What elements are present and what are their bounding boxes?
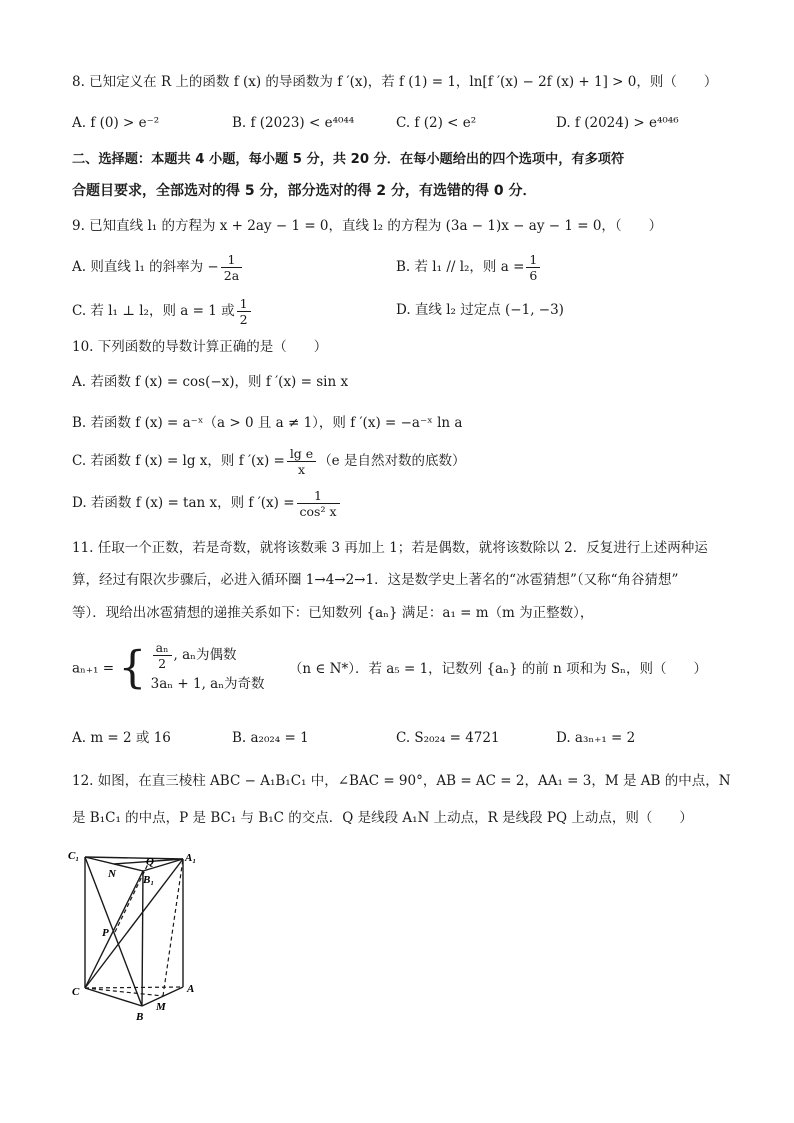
hidden-segment-m-a1	[163, 859, 183, 996]
q11-piece-odd: 3aₙ + 1, aₙ为奇数	[150, 676, 265, 692]
q9-option-a-fraction	[221, 252, 242, 283]
q8-option-d: D. f (2024) > e⁴⁰⁴⁶	[556, 115, 679, 131]
q10-option-a: A. 若函数 f (x) = cos(−x)，则 f ′(x) = sin x	[72, 374, 349, 390]
label-p: P	[102, 927, 109, 939]
q9-option-b	[396, 252, 542, 283]
q11-option-a: A. m = 2 或 16	[72, 730, 171, 746]
q9-stem: 9. 已知直线 l₁ 的方程为 x + 2ay − 1 = 0，直线 l₂ 的方程为 (3a − 1)x − ay − 1 = 0，（ ）	[72, 218, 663, 234]
q8-stem: 8. 已知定义在 R 上的函数 f (x) 的导函数为 f ′(x)，若 f (1) = 1，ln[f ′(x) − 2f (x) + 1] > 0，则（ ）	[72, 74, 718, 90]
q11-option-d: D. a₃ₙ₊₁ = 2	[556, 730, 636, 746]
q11-line1: 11. 任取一个正数，若是奇数，就将该数乘 3 再加上 1；若是偶数，就将该数除以 2．反复进行上述两种运	[72, 540, 708, 556]
q10-option-c-text: C. 若函数 f (x) = lg x，则 f ′(x) =	[72, 453, 285, 469]
q10-c-num: lg e	[287, 446, 316, 462]
label-b1: B₁	[143, 874, 155, 886]
q11-recurrence-tail: （n ∈ N*）．若 a₅ = 1，记数列 {aₙ} 的前 n 项和为 Sₙ，则（ ）	[288, 660, 707, 677]
q10-option-c-note: （e 是自然对数的底数）	[318, 453, 466, 469]
q11-piece1-cond: , aₙ为偶数	[173, 647, 237, 663]
label-c1: C₁	[68, 850, 80, 862]
q11-option-b: B. a₂₀₂₄ = 1	[232, 730, 309, 746]
q8-option-c: C. f (2) < e²	[396, 115, 477, 131]
q11-piecewise	[151, 640, 265, 697]
q10-option-d-fraction	[297, 488, 340, 519]
q10-d-num: 1	[297, 488, 340, 504]
q10-option-d-text: D. 若函数 f (x) = tan x，则 f ′(x) =	[72, 495, 295, 511]
edge-b-b1	[142, 871, 143, 1006]
q10-option-c-fraction	[287, 446, 316, 477]
q8-option-a: A. f (0) > e⁻²	[72, 115, 160, 131]
q9-option-b-text: B. 若 l₁ // l₂，则 a =	[396, 259, 525, 275]
q11-piece1-den: 2	[158, 656, 167, 671]
q11-line2: 算，经过有限次步骤后，必进入循环圈 1→4→2→1．这是数学史上著名的“冰雹猜想”（又称“角谷猜想”	[72, 572, 679, 588]
label-n: N	[108, 868, 116, 880]
q9-b-num: 1	[526, 252, 540, 268]
segment-c-a1	[85, 859, 183, 988]
label-q: Q	[146, 856, 154, 868]
q9-option-c	[72, 296, 253, 327]
q11-option-c: C. S₂₀₂₄ = 4721	[396, 730, 500, 746]
q11-piece-even-fraction	[153, 640, 172, 671]
q11-recurrence-lhs: aₙ₊₁ =	[72, 660, 115, 677]
label-b: B	[136, 1011, 144, 1023]
q10-option-c	[72, 446, 465, 477]
prism-figure	[60, 845, 210, 1025]
q9-option-c-text: C. 若 l₁ ⊥ l₂，则 a = 1 或	[72, 303, 235, 319]
q11-piece-even	[151, 640, 265, 671]
q9-c-den: 2	[239, 312, 248, 327]
q9-a-num: 1	[221, 252, 242, 268]
q10-c-den: x	[297, 462, 306, 477]
q9-c-num: 1	[237, 296, 251, 312]
q9-option-a	[72, 252, 244, 283]
label-a: A	[187, 983, 195, 995]
q10-stem: 10. 下列函数的导数计算正确的是（ ）	[72, 339, 328, 355]
q10-option-b: B. 若函数 f (x) = a⁻ˣ（a > 0 且 a ≠ 1），则 f ′(x) = −a⁻ˣ ln a	[72, 415, 463, 431]
q11-recurrence	[72, 640, 707, 697]
diagonal-c-b1	[85, 871, 143, 988]
q11-line3: 等）．现给出冰雹猜想的递推关系如下：已知数列 {aₙ} 满足：a₁ = m（m 为正整数），	[72, 605, 594, 621]
q12-line1: 12. 如图，在直三棱柱 ABC − A₁B₁C₁ 中，∠BAC = 90°，AB = AC = 2，AA₁ = 3，M 是 AB 的中点，N	[72, 773, 731, 789]
q9-option-c-fraction	[237, 296, 251, 327]
hidden-edge-c-a	[85, 987, 183, 988]
q10-d-den: cos² x	[299, 504, 337, 519]
section2-line2: 合题目要求，全部选对的得 5 分，部分选对的得 2 分，有选错的得 0 分．	[72, 183, 537, 199]
q11-piece1-num: aₙ	[153, 640, 172, 656]
q10-option-d	[72, 488, 342, 519]
label-c: C	[72, 986, 80, 998]
left-brace: {	[118, 642, 147, 694]
label-a1: A₁	[185, 852, 197, 864]
section2-line1: 二、选择题：本题共 4 小题，每小题 5 分，共 20 分．在每小题给出的四个选项中，有多项符	[72, 152, 625, 167]
label-m: M	[156, 1001, 166, 1013]
edge-c1-a1	[85, 857, 183, 859]
q9-option-b-fraction	[526, 252, 540, 283]
q9-option-a-text: A. 则直线 l₁ 的斜率为 −	[72, 259, 219, 275]
q12-line2: 是 B₁C₁ 的中点，P 是 BC₁ 与 B₁C 的交点．Q 是线段 A₁N 上动点，R 是线段 PQ 上动点，则（ ）	[72, 810, 693, 826]
q9-option-d: D. 直线 l₂ 过定点 (−1, −3)	[396, 302, 564, 318]
q8-option-b: B. f (2023) < e⁴⁰⁴⁴	[232, 115, 355, 131]
q9-a-den: 2a	[223, 268, 240, 283]
q9-b-den: 6	[529, 268, 538, 283]
